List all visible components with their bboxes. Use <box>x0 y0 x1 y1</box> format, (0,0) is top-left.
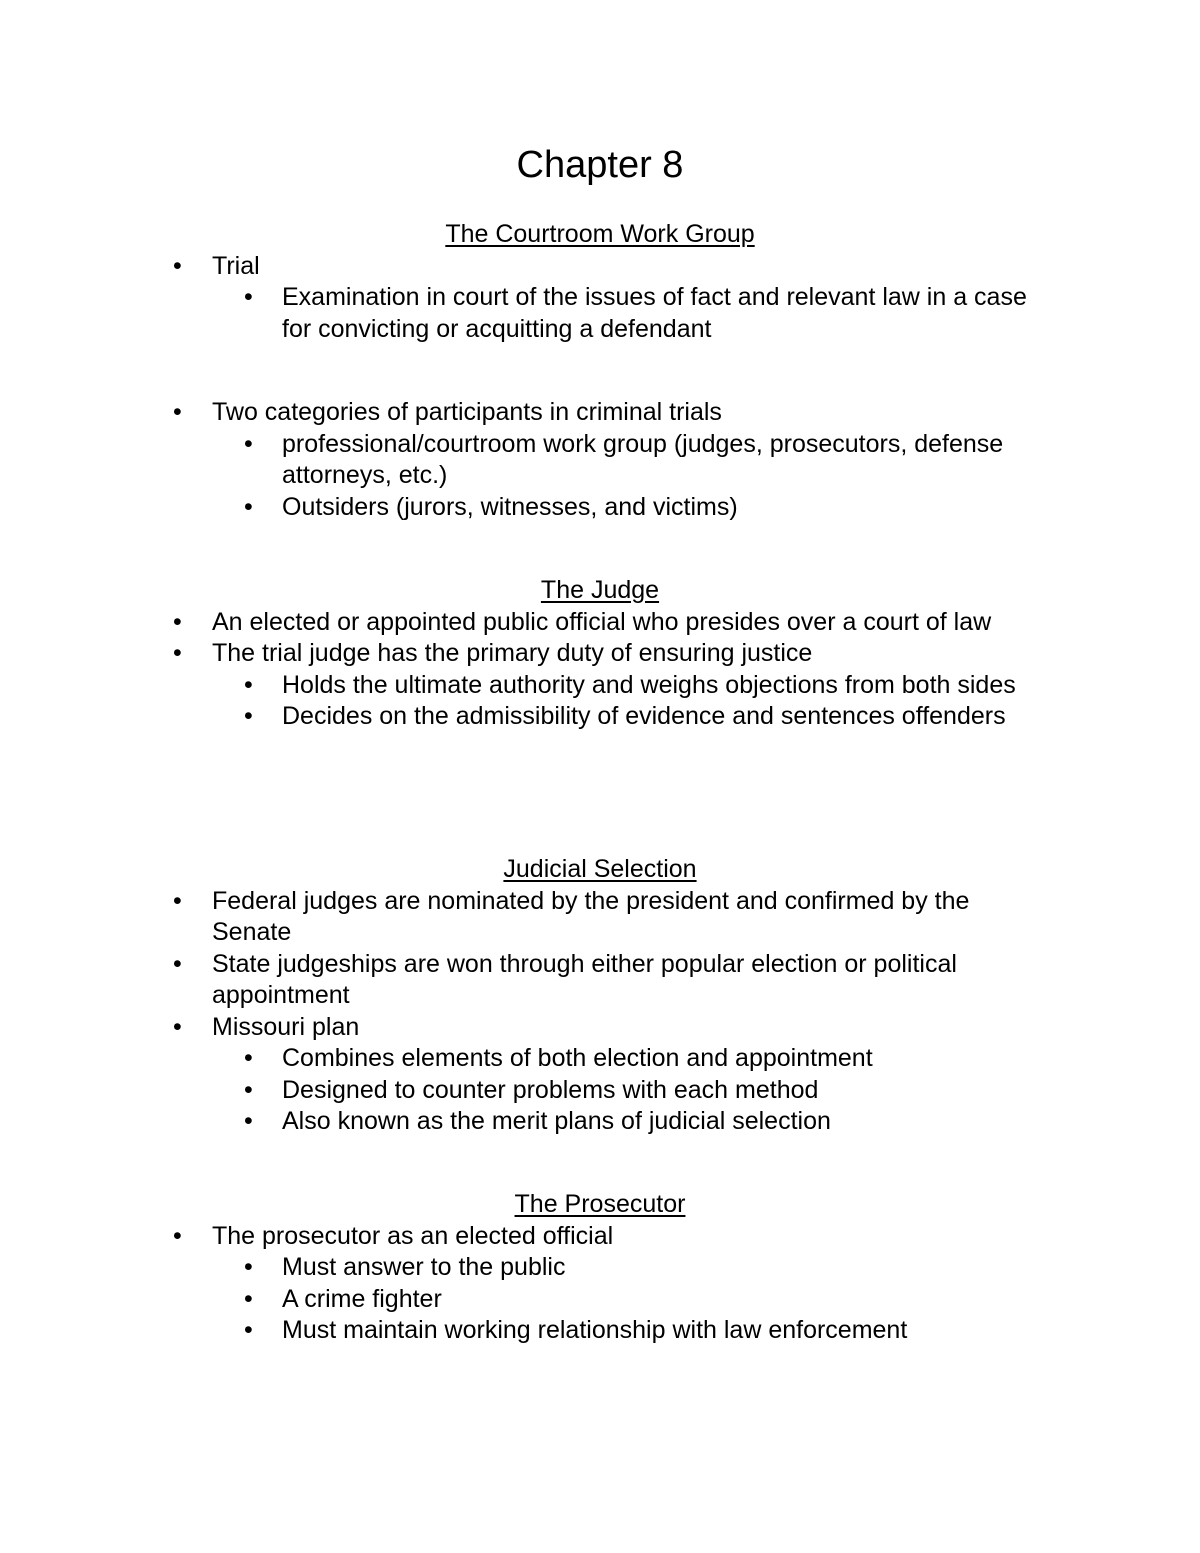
list-item-text: Two categories of participants in criminal trials <box>212 398 722 426</box>
sub-list-item: • Examination in court of the issues of fact and relevant law in a case for convicting or acquitting a defendant <box>212 282 1052 345</box>
list-item-text: The trial judge has the primary duty of ensuring justice <box>212 639 813 667</box>
sub-bullet-list <box>212 1252 1052 1347</box>
list-item-text: Federal judges are nominated by the president and confirmed by the Senate <box>212 886 970 946</box>
list-item <box>0 638 1052 733</box>
section-heading: The Courtroom Work Group <box>445 220 755 248</box>
sub-list-item: • Also known as the merit plans of judicial selection <box>212 1106 1052 1138</box>
list-item <box>0 949 1052 1012</box>
sub-list-item: • Combines elements of both election and appointment <box>212 1043 1052 1075</box>
sub-list-item: • Outsiders (jurors, witnesses, and victims) <box>212 492 1052 524</box>
section-heading: The Prosecutor <box>514 1190 686 1218</box>
sub-list-item: • Must maintain working relationship with law enforcement <box>212 1315 1052 1347</box>
list-item-text: Missouri plan <box>212 1012 360 1041</box>
list-item <box>0 886 1052 949</box>
page-title: Chapter 8 <box>516 144 684 186</box>
sub-list-item: • Holds the ultimate authority and weighs objections from both sides <box>212 670 1052 702</box>
sub-list-item: • Decides on the admissibility of evidence and sentences offenders <box>212 701 1052 733</box>
section-judicial-selection <box>0 854 1200 1138</box>
section-the-judge <box>0 575 1200 733</box>
list-item <box>0 251 1052 346</box>
sub-list-item: • A crime fighter <box>212 1284 1052 1316</box>
list-item-text: An elected or appointed public official who presides over a court of law <box>212 607 992 636</box>
section-the-prosecutor <box>0 1189 1200 1347</box>
list-item <box>0 1221 1052 1347</box>
sub-list-item: • Must answer to the public <box>212 1252 1052 1284</box>
list-item-text: The prosecutor as an elected official <box>212 1221 614 1250</box>
sub-list-item: • professional/courtroom work group (judges, prosecutors, defense attorneys, etc.) <box>212 429 1052 492</box>
sub-list-item: • Designed to counter problems with each method <box>212 1075 1052 1107</box>
bullet-list <box>0 1221 1200 1347</box>
sub-bullet-list <box>212 1043 1052 1138</box>
sub-bullet-list <box>212 282 1052 345</box>
list-item-text: State judgeships are won through either popular election or political appointment <box>212 949 957 1009</box>
sub-bullet-list <box>212 670 1052 733</box>
list-item <box>0 607 1052 639</box>
sub-bullet-list <box>212 429 1052 524</box>
list-item <box>0 397 1052 523</box>
section-courtroom-work-group <box>0 219 1200 523</box>
list-item <box>0 1012 1052 1138</box>
list-item-text: Trial <box>212 251 260 280</box>
bullet-list <box>0 607 1200 733</box>
bullet-list <box>0 251 1200 524</box>
bullet-list <box>0 886 1200 1138</box>
section-heading: Judicial Selection <box>503 855 697 883</box>
section-heading: The Judge <box>540 576 660 604</box>
